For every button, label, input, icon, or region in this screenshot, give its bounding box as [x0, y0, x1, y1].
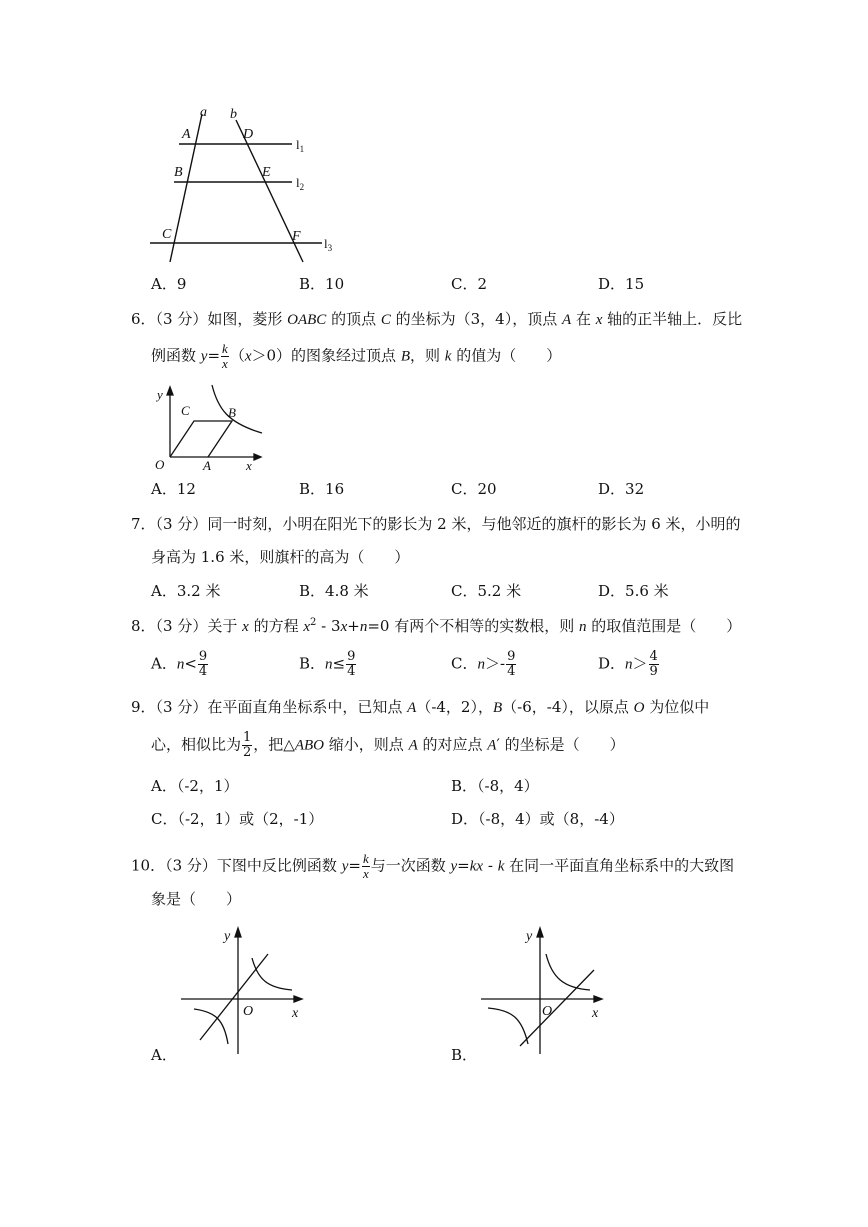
- q7-option-c: C．5.2 米: [451, 582, 522, 600]
- hyperbola-branch-1: [546, 954, 590, 990]
- q8-option-b: B．n≤ $\frac{9}{4}$: [299, 649, 356, 679]
- fraction-k-over-x: $\frac{k}{x}$: [362, 851, 369, 881]
- q6-line2: 例函数 y= $\frac{k}{x}$ （x＞0）的图象经过顶点 B，则 k 的值为（ ）: [151, 341, 562, 371]
- linear-function-line: [200, 954, 268, 1040]
- q9-option-b: B．（‐8，4）: [451, 777, 539, 795]
- y-arrow: [167, 387, 173, 395]
- label-O: O: [243, 1004, 254, 1019]
- label-A: A: [203, 458, 211, 473]
- hyperbola-branch-1: [252, 958, 292, 990]
- q6-score: （3 分）: [155, 310, 208, 328]
- label-A: A: [182, 127, 191, 142]
- q9-line1: 9．（3 分）在平面直角坐标系中，已知点 A（‐4，2），B（‐6，‐4），以原点 O 为位似中: [131, 698, 710, 716]
- q5-figure: [140, 100, 370, 270]
- label-l3: $l_3$: [324, 236, 333, 253]
- linear-function-line: [520, 970, 594, 1046]
- x-arrow: [594, 996, 602, 1002]
- q10-option-b-label: B．: [451, 1046, 478, 1064]
- q6-number: 6．: [131, 310, 156, 328]
- label-O: O: [155, 457, 165, 472]
- q8-line1: 8．（3 分）关于 x 的方程 $x^2$ ‐ 3x+n=0 有两个不相等的实数根，则 n 的取值范围是（ ）: [131, 617, 742, 635]
- label-F: F: [292, 229, 301, 244]
- q8-option-a: A．n< $\frac{9}{4}$: [151, 649, 208, 679]
- label-y: y: [157, 387, 163, 402]
- label-C: C: [181, 403, 190, 418]
- label-B: B: [174, 165, 183, 180]
- label-x: x: [292, 1006, 299, 1021]
- q6-option-c: C．20: [451, 480, 497, 498]
- label-O: O: [542, 1004, 553, 1019]
- rhombus-oabc: [170, 421, 232, 457]
- q7-line2: 身高为 1.6 米，则旗杆的高为（ ）: [151, 548, 410, 566]
- hyperbola-curve: [212, 385, 262, 433]
- q10-line2: 象是（ ）: [151, 890, 242, 908]
- y-arrow: [537, 928, 543, 937]
- x-arrow: [254, 454, 261, 460]
- q5-option-b: B．10: [299, 275, 345, 293]
- q6-figure: [148, 383, 268, 475]
- q9-option-a: A．（‐2，1）: [151, 777, 239, 795]
- hyperbola-branch-2: [488, 1008, 528, 1044]
- q7-line1: 7．（3 分）同一时刻，小明在阳光下的影长为 2 米，与他邻近的旗杆的影长为 6 米，小明的: [131, 515, 741, 533]
- label-y: y: [224, 929, 231, 944]
- q7-option-d: D．5.6 米: [598, 582, 669, 600]
- q6-line1: 6．（3 分）如图，菱形 OABC 的顶点 C 的坐标为（3，4），顶点 A 在 x 轴的正半轴上．反比: [131, 310, 743, 328]
- label-l1: $l_1$: [296, 137, 305, 154]
- fraction-k-over-x: $\frac{k}{x}$: [222, 341, 228, 371]
- q10-option-a-label: A．: [151, 1046, 177, 1064]
- label-D: D: [243, 127, 254, 142]
- q10-figure-a: [176, 922, 316, 1062]
- x-arrow: [294, 996, 302, 1002]
- q9-option-c: C．（‐2，1）或（2，‐1）: [151, 810, 324, 828]
- q5-option-d: D．15: [598, 275, 645, 293]
- label-E: E: [262, 165, 271, 180]
- q9-line2: 心，相似比为 $\frac{1}{2}$ ，把△ABO 缩小，则点 A 的对应点 A′ 的坐标是（ ）: [151, 730, 625, 760]
- q5-option-a: A．9: [151, 275, 187, 293]
- q7-option-b: B．4.8 米: [299, 582, 369, 600]
- label-B: B: [228, 405, 236, 420]
- label-l2: $l_2$: [296, 175, 305, 192]
- label-a: a: [200, 105, 207, 120]
- label-C: C: [162, 227, 172, 242]
- q6-option-d: D．32: [598, 480, 645, 498]
- q6-option-b: B．16: [299, 480, 345, 498]
- y-arrow: [235, 928, 241, 937]
- q10-line1: 10．（3 分）下图中反比例函数 y= $\frac{k}{x}$ 与一次函数 y=kx ‐ k 在同一平面直角坐标系中的大致图: [131, 851, 735, 881]
- label-x: x: [246, 458, 252, 473]
- q5-option-c: C．2: [451, 275, 488, 293]
- q8-option-d: D．n＞ $\frac{4}{9}$: [598, 649, 658, 679]
- q6-option-a: A．12: [151, 480, 196, 498]
- label-b: b: [230, 107, 237, 122]
- label-y: y: [526, 929, 533, 944]
- q9-option-d: D．（‐8，4）或（8，‐4）: [451, 810, 624, 828]
- q7-option-a: A．3.2 米: [151, 582, 221, 600]
- q8-option-c: C．n＞‐ $\frac{9}{4}$: [451, 649, 516, 679]
- label-x: x: [592, 1006, 599, 1021]
- q10-figure-b: [476, 922, 616, 1062]
- fraction-one-half: $\frac{1}{2}$: [243, 730, 252, 760]
